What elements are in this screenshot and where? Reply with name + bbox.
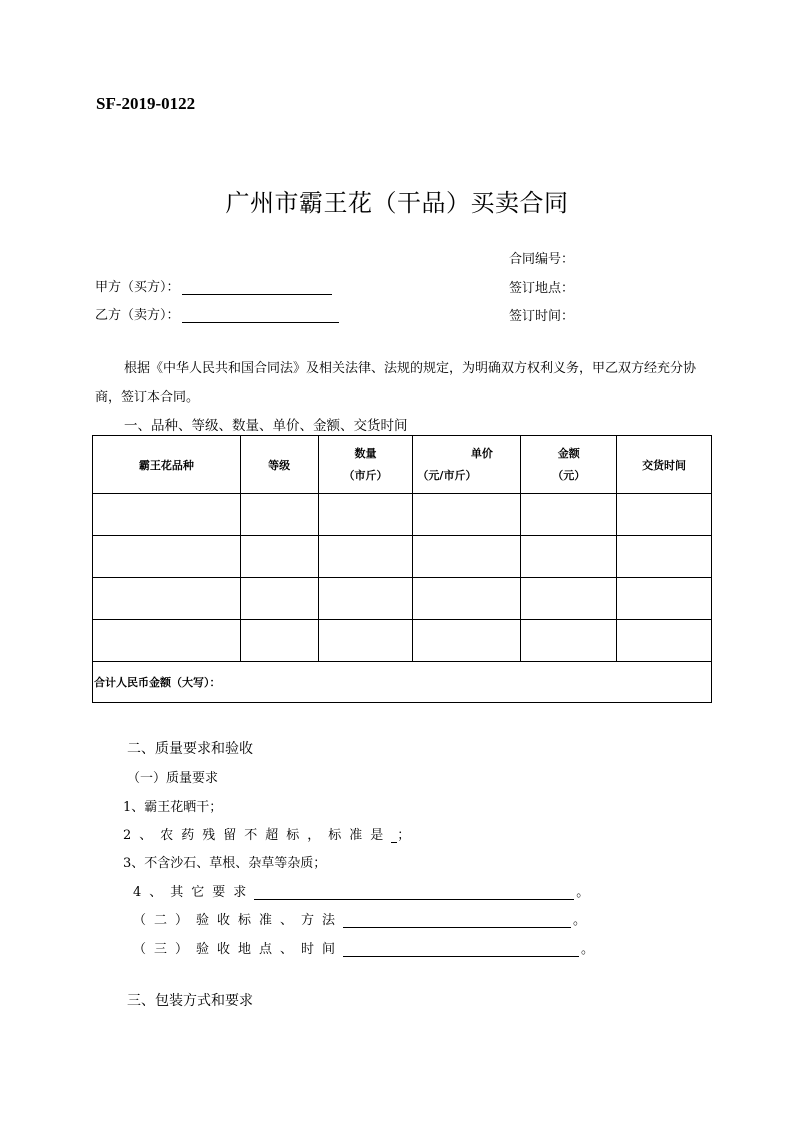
contract-number-label: 合同编号： — [509, 252, 575, 267]
quality-requirements-subheading: （一）质量要求 — [127, 771, 219, 786]
sign-time-label: 签订时间： — [509, 309, 575, 324]
quality-item-4: 4、其它要求 。 — [133, 885, 590, 900]
acceptance-place-time-input[interactable] — [343, 942, 579, 957]
table-row — [93, 536, 712, 578]
header-variety: 霸王花品种 — [93, 436, 241, 494]
section-1-heading: 一、品种、等级、数量、单价、金额、交货时间 — [124, 418, 408, 434]
header-unit-price: 单价 （元/市斤） — [413, 436, 521, 494]
acceptance-standard-label: （二）验收标准、方法 — [133, 913, 344, 928]
table-row — [93, 620, 712, 662]
cell-quantity[interactable] — [318, 536, 413, 578]
cell-quantity[interactable] — [318, 578, 413, 620]
cell-unit-price[interactable] — [413, 578, 521, 620]
cell-unit-price[interactable] — [413, 536, 521, 578]
table-header-row — [93, 436, 712, 494]
acceptance-standard-input[interactable] — [343, 913, 571, 928]
header-delivery-time: 交货时间 — [617, 436, 712, 494]
cell-amount[interactable] — [521, 620, 617, 662]
cell-delivery-time[interactable] — [617, 620, 712, 662]
cell-grade[interactable] — [240, 578, 318, 620]
table-total-row — [93, 662, 712, 703]
document-title: 广州市霸王花（干品）买卖合同 — [225, 189, 569, 217]
cell-variety[interactable] — [93, 494, 241, 536]
party-b — [95, 304, 339, 323]
party-a-label: 甲方（买方）： — [95, 280, 180, 295]
cell-amount[interactable] — [521, 494, 617, 536]
cell-delivery-time[interactable] — [617, 494, 712, 536]
header-amount: 金额 （元） — [521, 436, 617, 494]
preamble-paragraph: 根据《中华人民共和国合同法》及相关法律、法规的规定，为明确双方权利义务，甲乙双方经充分协商，签订本合同。 — [95, 361, 697, 405]
other-requirements-input[interactable] — [254, 885, 574, 900]
quality-item-2: 2、农药残留不超标，标准是 ； — [123, 828, 411, 843]
section-2-heading: 二、质量要求和验收 — [127, 741, 253, 757]
cell-unit-price[interactable] — [413, 620, 521, 662]
table-row — [93, 494, 712, 536]
party-b-label: 乙方（卖方）： — [95, 308, 180, 323]
cell-grade[interactable] — [240, 494, 318, 536]
cell-delivery-time[interactable] — [617, 536, 712, 578]
cell-grade[interactable] — [240, 536, 318, 578]
table-row — [93, 578, 712, 620]
cell-quantity[interactable] — [318, 620, 413, 662]
section-3-heading: 三、包装方式和要求 — [127, 993, 253, 1009]
cell-unit-price[interactable] — [413, 494, 521, 536]
cell-grade[interactable] — [240, 620, 318, 662]
quality-item-3: 3、不含沙石、草根、杂草等杂质； — [123, 856, 327, 871]
quality-item-2-label: 2、农药残留不超标，标准是 — [123, 828, 392, 843]
cell-variety[interactable] — [93, 536, 241, 578]
cell-quantity[interactable] — [318, 494, 413, 536]
acceptance-place-time-label: （三）验收地点、时间 — [133, 942, 344, 957]
party-b-input[interactable] — [182, 308, 339, 323]
header-quantity: 数量 （市斤） — [318, 436, 413, 494]
sign-place-label: 签订地点： — [509, 281, 575, 296]
cell-amount[interactable] — [521, 536, 617, 578]
document-code: SF-2019-0122 — [96, 94, 196, 113]
acceptance-place-time-line: （三）验收地点、时间 。 — [133, 942, 595, 957]
cell-variety[interactable] — [93, 620, 241, 662]
acceptance-standard-line: （二）验收标准、方法 。 — [133, 913, 587, 928]
cell-delivery-time[interactable] — [617, 578, 712, 620]
cell-variety[interactable] — [93, 578, 241, 620]
quality-item-1: 1、霸王花晒干； — [123, 800, 223, 815]
party-a — [95, 276, 332, 295]
total-amount-label[interactable]: 合计人民币金额（大写）： — [93, 662, 712, 703]
goods-table — [92, 435, 712, 703]
header-grade: 等级 — [240, 436, 318, 494]
quality-item-4-label: 4、其它要求 — [133, 885, 255, 900]
cell-amount[interactable] — [521, 578, 617, 620]
party-a-input[interactable] — [182, 280, 332, 295]
